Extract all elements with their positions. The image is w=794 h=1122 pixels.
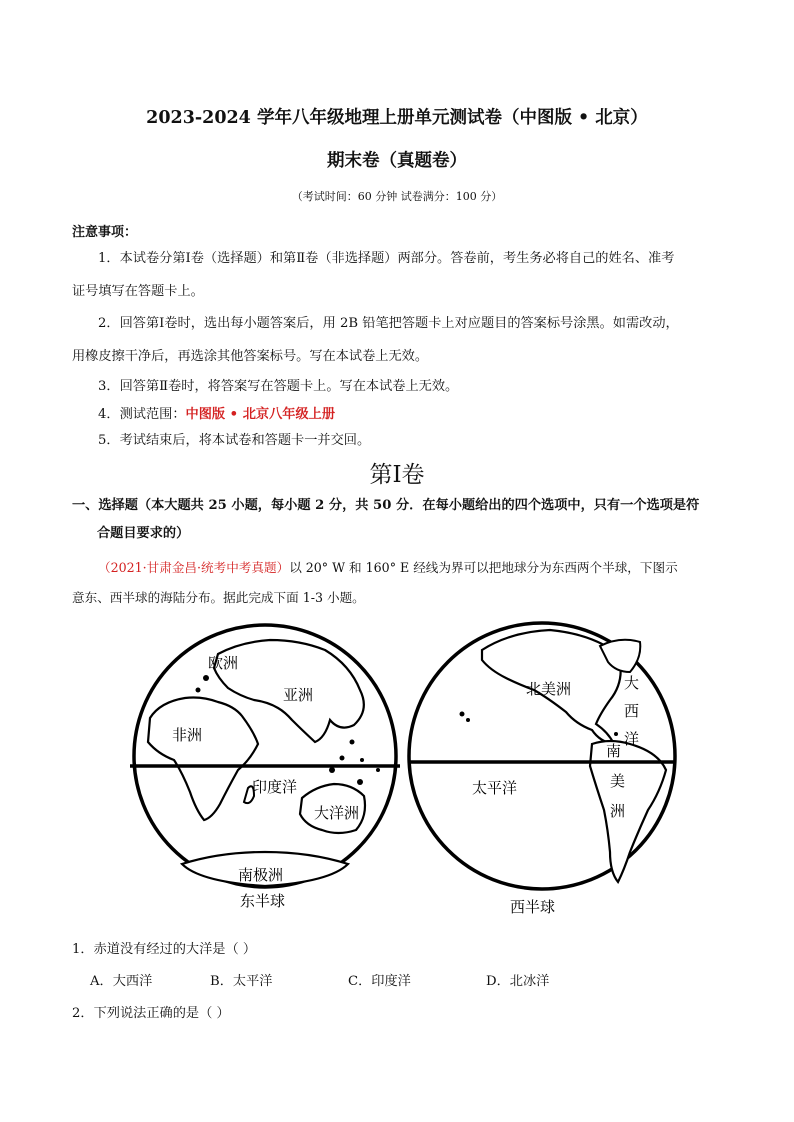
question-intro xyxy=(72,553,732,613)
label-south-america-1: 南 xyxy=(606,742,622,760)
notice-text-4: 测试范围： xyxy=(119,407,186,422)
label-atlantic-2: 西 xyxy=(624,702,640,720)
label-atlantic-3: 洋 xyxy=(624,730,640,748)
question-source: （2021·甘肃金昌·统考中考真题） xyxy=(98,560,290,575)
label-pacific-ocean: 太平洋 xyxy=(472,779,518,797)
east-hemisphere xyxy=(130,625,400,910)
label-south-america-2: 美 xyxy=(610,772,626,790)
label-north-america: 北美洲 xyxy=(526,680,572,698)
label-europe: 欧洲 xyxy=(208,654,239,672)
label-south-america-3: 洲 xyxy=(610,802,626,820)
notice-text-1a: 本试卷分第Ⅰ卷（选择题）和第Ⅱ卷（非选择题）两部分。答卷前，考生务必将自己的姓名、准考 xyxy=(119,251,675,266)
label-africa: 非洲 xyxy=(172,726,203,744)
exam-time-info: （考试时间：60 分钟 试卷满分：100 分） xyxy=(291,190,503,203)
question-2-stem: 2．下列说法正确的是（ ） xyxy=(72,1006,230,1021)
notice-heading: 注意事项： xyxy=(72,225,138,240)
notice-text-3: 回答第Ⅱ卷时，将答案写在答题卡上。写在本试卷上无效。 xyxy=(119,379,459,394)
label-asia: 亚洲 xyxy=(283,686,314,704)
notice-num-2: 2． xyxy=(98,316,120,331)
caption-west-hemisphere: 西半球 xyxy=(510,898,556,916)
label-indian-ocean: 印度洋 xyxy=(252,778,298,796)
notice-item-1 xyxy=(72,242,724,308)
test-scope-highlight: 中图版 • 北京八年级上册 xyxy=(185,407,336,422)
question-1-option-a[interactable]: A．大西洋 xyxy=(90,974,153,989)
section-heading-line2: 合题目要求的） xyxy=(97,526,190,541)
intro-line1: 以 20° W 和 160° E 经线为界可以把地球分为东西两个半球，下图示 xyxy=(289,560,678,575)
label-atlantic-1: 大 xyxy=(624,674,640,692)
notice-item-2 xyxy=(72,307,724,373)
notice-num-3: 3． xyxy=(98,379,120,394)
label-antarctica: 南极洲 xyxy=(238,866,284,884)
volume-heading: 第I卷 xyxy=(369,462,425,488)
question-1-option-c[interactable]: C．印度洋 xyxy=(348,974,411,989)
section-heading-line1: 一、选择题（本大题共 25 小题，每小题 2 分，共 50 分．在每小题给出的四个选项中，只有一个选项是符 xyxy=(72,498,700,513)
notice-num-4: 4． xyxy=(98,407,120,422)
question-1-option-d[interactable]: D．北冰洋 xyxy=(486,974,550,989)
intro-line2: 意东、西半球的海陆分布。据此完成下面 1-3 小题。 xyxy=(72,590,365,605)
question-1-option-b[interactable]: B．太平洋 xyxy=(210,974,273,989)
notice-text-2b: 用橡皮擦干净后，再选涂其他答案标号。写在本试卷上无效。 xyxy=(72,349,429,364)
notice-num-1: 1． xyxy=(98,251,120,266)
west-hemisphere xyxy=(408,623,676,916)
section-heading xyxy=(72,492,732,548)
notice-item-5 xyxy=(72,424,724,457)
document-subtitle: 期末卷（真题卷） xyxy=(327,151,467,171)
notice-num-5: 5． xyxy=(98,433,120,448)
notice-text-2a: 回答第Ⅰ卷时，选出每小题答案后，用 2B 铅笔把答题卡上对应题目的答案标号涂黑。如需改动， xyxy=(119,316,679,331)
notice-text-5: 考试结束后，将本试卷和答题卡一并交回。 xyxy=(119,433,371,448)
label-oceania: 大洋洲 xyxy=(314,804,360,822)
question-1-stem: 1．赤道没有经过的大洋是（ ） xyxy=(72,942,257,957)
hemispheres-map xyxy=(130,620,690,920)
caption-east-hemisphere: 东半球 xyxy=(240,892,286,910)
document-title: 2023-2024 学年八年级地理上册单元测试卷（中图版 • 北京） xyxy=(146,108,648,128)
notice-text-1b: 证号填写在答题卡上。 xyxy=(72,284,204,299)
